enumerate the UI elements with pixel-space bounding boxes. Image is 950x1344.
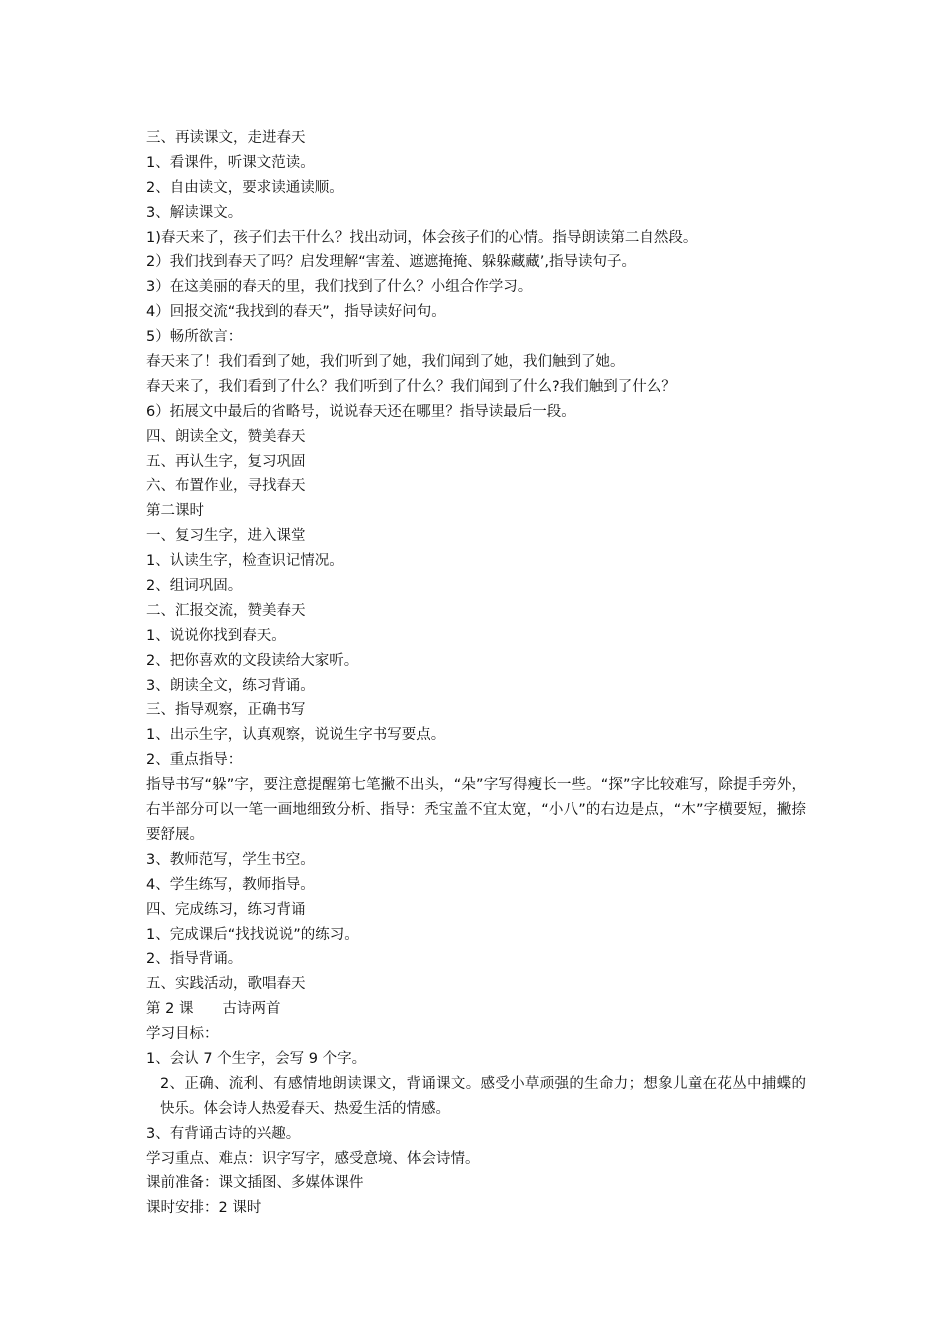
text-line: 4、学生练写，教师指导。: [146, 876, 315, 893]
text-line: 1、认读生字，检查识记情况。: [146, 553, 344, 570]
text-line: 1、会认 7 个生字，会写 9 个字。: [146, 1051, 367, 1067]
text-line: 2、指导背诵。: [146, 951, 243, 968]
writing-guidance-paragraph: 指导书写“躲”字，要注意提醒第七笔撇不出头，“朵”字写得瘦长一些。“探”字比较难写，除提手旁外，右半部分可以一笔一画地细致分析、指导：秃宝盖不宜太宽，“小八”的右边是点，“木”字横要短，撇捺要舒展。: [146, 777, 806, 843]
section-heading: 一、复习生字，进入课堂: [146, 528, 306, 545]
lesson-period-heading: 第二课时: [146, 503, 204, 520]
text-line: 课前准备：课文插图、多媒体课件: [146, 1175, 364, 1192]
text-line: 3、有背诵古诗的兴趣。: [146, 1125, 301, 1142]
text-line: 4）回报交流“我找到的春天”，指导读好问句。: [146, 304, 446, 321]
text-line: 3）在这美丽的春天的里，我们找到了什么？小组合作学习。: [146, 279, 533, 296]
document-body: [146, 126, 806, 1221]
section-heading: 五、实践活动，歌唱春天: [146, 976, 306, 993]
section-heading: 六、布置作业，寻找春天: [146, 478, 306, 495]
section-heading: 五、再认生字，复习巩固: [146, 453, 306, 470]
text-line: 春天来了！我们看到了她，我们听到了她，我们闻到了她，我们触到了她。: [146, 354, 625, 371]
text-line: 3、朗读全文，练习背诵。: [146, 677, 315, 694]
text-line: 1)春天来了，孩子们去干什么？找出动词，体会孩子们的心情。指导朗读第二自然段。: [146, 229, 698, 246]
text-line: 2）我们找到春天了吗？启发理解“害羞、遮遮掩掩、躲躲藏藏’,指导读句子。: [146, 254, 636, 271]
text-line: 2、自由读文，要求读通读顺。: [146, 179, 344, 196]
text-line: 1、出示生字，认真观察，说说生字书写要点。: [146, 727, 446, 744]
section-heading: 四、完成练习，练习背诵: [146, 901, 306, 918]
text-line: 6）拓展文中最后的省略号，说说春天还在哪里？指导读最后一段。: [146, 403, 576, 420]
text-line: 2、把你喜欢的文段读给大家听。: [146, 652, 359, 669]
text-line: 2、组词巩固。: [146, 578, 243, 595]
section-heading: 四、朗读全文，赞美春天: [146, 428, 306, 445]
text-line: 1、说说你找到春天。: [146, 627, 286, 644]
text-line: 3、教师范写，学生书空。: [146, 851, 315, 868]
text-line: 1、看课件，听课文范读。: [146, 154, 315, 171]
text-line: 春天来了，我们看到了什么？我们听到了什么？我们闻到了什么?我们触到了什么？: [146, 378, 676, 395]
text-line: 3、解读课文。: [146, 204, 243, 221]
text-line: 2、重点指导：: [146, 752, 243, 769]
text-line: 1、完成课后“找找说说”的练习。: [146, 926, 359, 943]
section-heading: 三、指导观察，正确书写: [146, 702, 306, 719]
text-line: 5）畅所欲言：: [146, 329, 243, 346]
lesson-title: 第 2 课 古诗两首: [146, 1001, 281, 1018]
text-line: 课时安排：2 课时: [146, 1200, 262, 1217]
section-heading: 二、汇报交流，赞美春天: [146, 602, 306, 619]
text-line: 学习目标：: [146, 1026, 219, 1043]
text-line: 学习重点、难点：识字写字，感受意境、体会诗情。: [146, 1150, 480, 1167]
learning-goal-paragraph: 2、正确、流利、有感情地朗读课文，背诵课文。感受小草顽强的生命力；想象儿童在花丛中捕蝶的快乐。体会诗人热爱春天、热爱生活的情感。: [160, 1075, 806, 1117]
section-heading: 三、再读课文，走进春天: [146, 130, 306, 146]
